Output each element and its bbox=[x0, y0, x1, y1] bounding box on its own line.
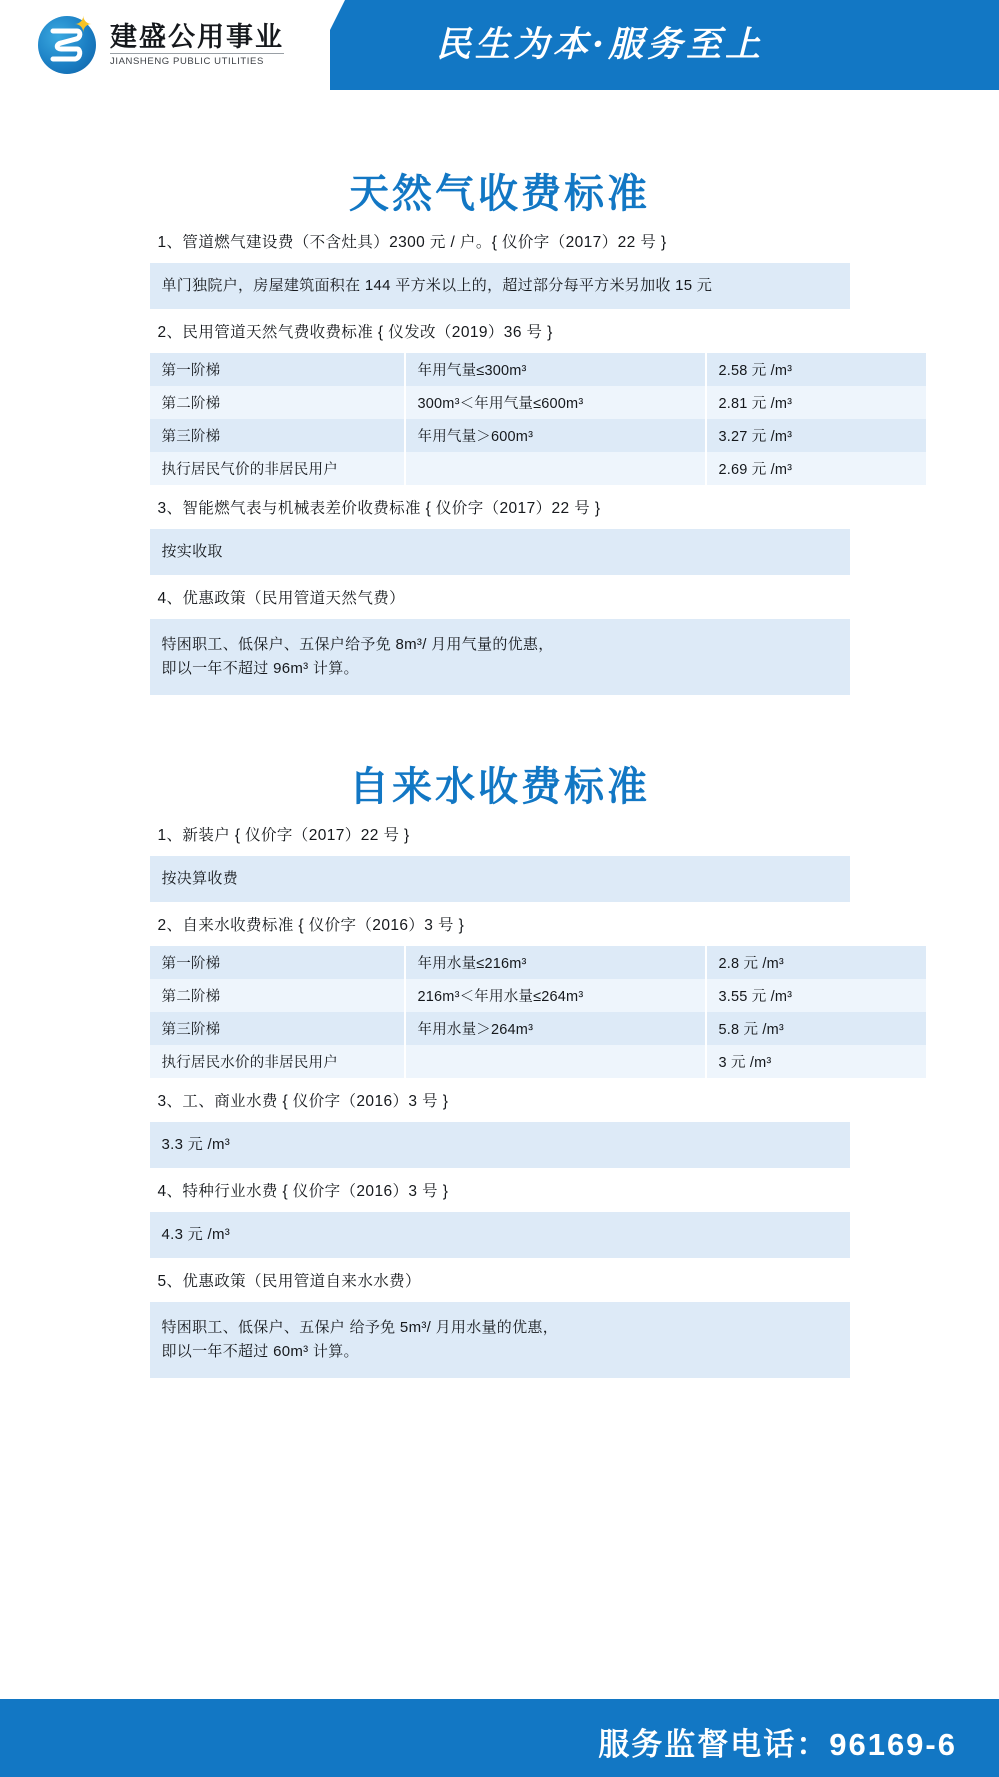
water-tier-2-price: 3.55 元 /m³ bbox=[718, 989, 793, 1005]
company-logo bbox=[38, 14, 284, 76]
gas-tier-1-name: 第一阶梯 bbox=[150, 353, 405, 386]
gas-tier-3-range: 年用气量＞600m³ bbox=[405, 419, 706, 452]
page-content bbox=[0, 162, 999, 1378]
water-item-5-heading: 5、优惠政策（民用管道自来水水费） bbox=[157, 1273, 421, 1290]
table-row bbox=[150, 1045, 926, 1078]
service-hotline: 服务监督电话：96169-6 bbox=[598, 1727, 957, 1762]
water-tier-4-range bbox=[405, 1045, 706, 1078]
page-header bbox=[0, 0, 999, 90]
gas-item-4-note-line2: 即以一年不超过 96m³ 计算。 bbox=[161, 660, 359, 677]
gas-item-4-heading: 4、优惠政策（民用管道天然气费） bbox=[157, 590, 406, 607]
water-section-title: 自来水收费标准 bbox=[349, 765, 650, 809]
logo-company-name-cn: 建盛公用事业 bbox=[110, 21, 284, 52]
water-tier-1-range: 年用水量≤216m³ bbox=[405, 946, 706, 979]
gas-section-body bbox=[150, 219, 850, 695]
water-tier-3-range: 年用水量＞264m³ bbox=[405, 1012, 706, 1045]
water-item-2-heading: 2、自来水收费标准 { 仪价字（2016）3 号 } bbox=[157, 917, 465, 934]
water-tier-1-price: 2.8 元 /m³ bbox=[718, 956, 784, 972]
water-item-1-heading: 1、新装户 { 仪价字（2017）22 号 } bbox=[157, 827, 410, 844]
water-tier-2-range: 216m³＜年用水量≤264m³ bbox=[405, 979, 706, 1012]
water-item-5-note-line2: 即以一年不超过 60m³ 计算。 bbox=[161, 1343, 359, 1360]
gas-item-4-note-line1: 特困职工、低保户、五保户给予免 8m³/ 月用气量的优惠， bbox=[161, 636, 554, 653]
gas-item-2-heading: 2、民用管道天然气费收费标准 { 仪发改（2019）36 号 } bbox=[157, 324, 553, 341]
header-slogan: 民生为本·服务至上 bbox=[435, 24, 765, 65]
logo-text-group bbox=[110, 23, 284, 67]
logo-spark-icon: ✦ bbox=[74, 12, 93, 37]
gas-tier-3-name: 第三阶梯 bbox=[150, 419, 405, 452]
gas-tier-1-price: 2.58 元 /m³ bbox=[718, 363, 793, 379]
water-tier-3-name: 第三阶梯 bbox=[150, 1012, 405, 1045]
table-row bbox=[150, 452, 926, 485]
water-item-5-note bbox=[150, 1302, 850, 1378]
logo-mark-icon bbox=[38, 14, 100, 76]
table-row bbox=[150, 419, 926, 452]
water-tier-table bbox=[150, 946, 926, 1078]
gas-tier-4-price: 2.69 元 /m³ bbox=[718, 462, 793, 478]
table-row bbox=[150, 353, 926, 386]
water-item-4-note: 4.3 元 /m³ bbox=[150, 1212, 850, 1258]
gas-tier-4-name: 执行居民气价的非居民用户 bbox=[150, 452, 405, 485]
table-row bbox=[150, 1012, 926, 1045]
water-tier-2-name: 第二阶梯 bbox=[150, 979, 405, 1012]
gas-tier-3-price: 3.27 元 /m³ bbox=[718, 429, 793, 445]
gas-section-title: 天然气收费标准 bbox=[349, 172, 650, 216]
gas-item-3-note: 按实收取 bbox=[150, 529, 850, 575]
gas-tier-4-range bbox=[405, 452, 706, 485]
gas-tier-2-range: 300m³＜年用气量≤600m³ bbox=[405, 386, 706, 419]
gas-item-3-heading: 3、智能燃气表与机械表差价收费标准 { 仪价字（2017）22 号 } bbox=[157, 500, 601, 517]
header-white-slant bbox=[300, 0, 345, 90]
water-item-3-note: 3.3 元 /m³ bbox=[150, 1122, 850, 1168]
water-item-3-heading: 3、工、商业水费 { 仪价字（2016）3 号 } bbox=[157, 1093, 449, 1110]
gas-tier-2-name: 第二阶梯 bbox=[150, 386, 405, 419]
page-footer bbox=[0, 1699, 999, 1777]
gas-item-1-heading: 1、管道燃气建设费（不含灶具）2300 元 / 户。{ 仪价字（2017）22 号 } bbox=[157, 234, 667, 251]
water-section-body bbox=[150, 812, 850, 1378]
water-item-4-heading: 4、特种行业水费 { 仪价字（2016）3 号 } bbox=[157, 1183, 449, 1200]
logo-company-name-en: JIANSHENG PUBLIC UTILITIES bbox=[110, 53, 284, 67]
gas-tier-1-range: 年用气量≤300m³ bbox=[405, 353, 706, 386]
gas-tier-table bbox=[150, 353, 926, 485]
water-item-5-note-line1: 特困职工、低保户、五保户 给予免 5m³/ 月用水量的优惠， bbox=[161, 1319, 559, 1336]
water-tier-4-price: 3 元 /m³ bbox=[718, 1055, 772, 1071]
table-row bbox=[150, 386, 926, 419]
table-row bbox=[150, 979, 926, 1012]
gas-item-4-note bbox=[150, 619, 850, 695]
table-row bbox=[150, 946, 926, 979]
gas-tier-2-price: 2.81 元 /m³ bbox=[718, 396, 793, 412]
water-tier-1-name: 第一阶梯 bbox=[150, 946, 405, 979]
gas-item-1-note: 单门独院户，房屋建筑面积在 144 平方米以上的，超过部分每平方米另加收 15 元 bbox=[150, 263, 850, 309]
water-tier-3-price: 5.8 元 /m³ bbox=[718, 1022, 784, 1038]
water-tier-4-name: 执行居民水价的非居民用户 bbox=[150, 1045, 405, 1078]
water-item-1-note: 按决算收费 bbox=[150, 856, 850, 902]
